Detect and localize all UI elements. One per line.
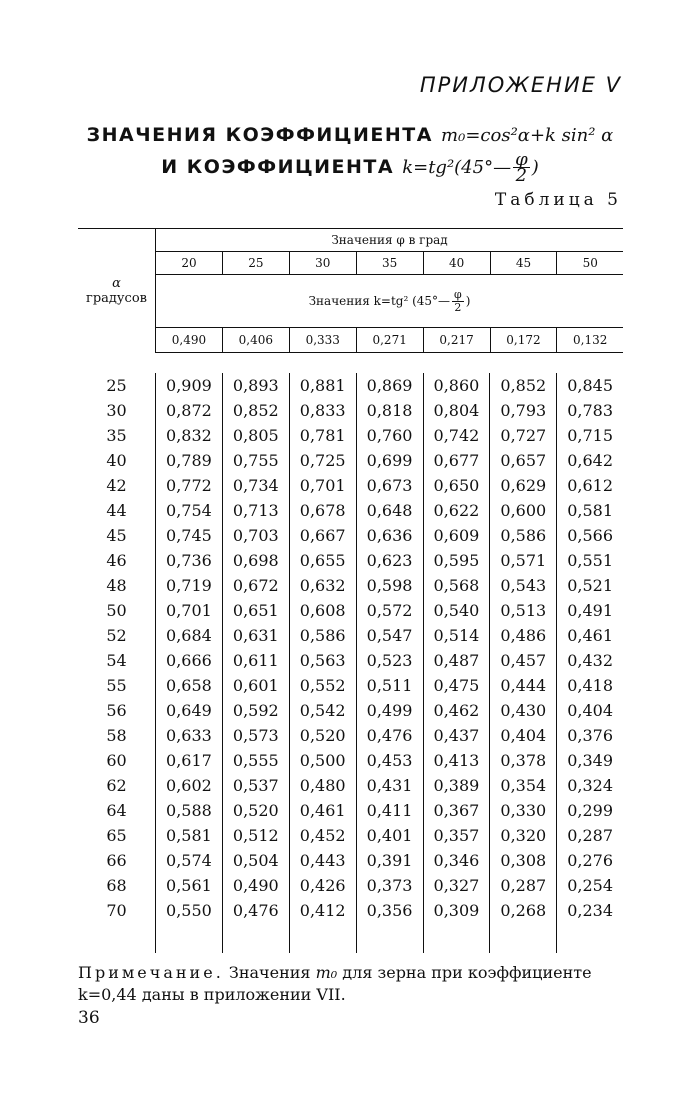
- alpha-cell: 68: [106, 876, 127, 895]
- value-cell: 0,581: [557, 498, 623, 523]
- value-cell: 0,833: [289, 398, 356, 423]
- value-cell: 0,632: [289, 573, 356, 598]
- title-line-1: [0, 124, 700, 146]
- filler-cell: [289, 923, 356, 953]
- table-row: [78, 723, 623, 748]
- table-row: [78, 848, 623, 873]
- value-cell: 0,600: [490, 498, 557, 523]
- value-cell: 0,636: [356, 523, 423, 548]
- value-cell: 0,608: [289, 598, 356, 623]
- alpha-cell: 55: [106, 676, 127, 695]
- phi-value: 45: [490, 252, 557, 275]
- value-cell: 0,268: [490, 898, 557, 923]
- value-cell: 0,725: [289, 448, 356, 473]
- value-cell: 0,804: [423, 398, 490, 423]
- value-cell: 0,376: [557, 723, 623, 748]
- title-line-1-text: ЗНАЧЕНИЯ КОЭФФИЦИЕНТА: [86, 124, 433, 146]
- alpha-cell: 65: [106, 826, 127, 845]
- value-cell: 0,437: [423, 723, 490, 748]
- value-cell: 0,699: [356, 448, 423, 473]
- phi-value: 25: [222, 252, 289, 275]
- value-cell: 0,457: [490, 648, 557, 673]
- value-cell: 0,487: [423, 648, 490, 673]
- value-cell: 0,629: [490, 473, 557, 498]
- value-cell: 0,574: [156, 848, 223, 873]
- value-cell: 0,367: [423, 798, 490, 823]
- value-cell: 0,698: [222, 548, 289, 573]
- value-cell: 0,719: [156, 573, 223, 598]
- value-cell: 0,563: [289, 648, 356, 673]
- value-cell: 0,234: [557, 898, 623, 923]
- value-cell: 0,588: [156, 798, 223, 823]
- value-cell: 0,611: [222, 648, 289, 673]
- value-cell: 0,701: [156, 598, 223, 623]
- value-cell: 0,547: [356, 623, 423, 648]
- filler-cell: [156, 923, 223, 953]
- table-row: [78, 598, 623, 623]
- value-cell: 0,595: [423, 548, 490, 573]
- alpha-cell: 46: [106, 551, 127, 570]
- value-cell: 0,754: [156, 498, 223, 523]
- phi-value: 50: [557, 252, 623, 275]
- alpha-cell: 48: [106, 576, 127, 595]
- value-cell: 0,852: [490, 373, 557, 398]
- phi-value: 20: [156, 252, 223, 275]
- table-row: [78, 373, 623, 398]
- value-cell: 0,852: [222, 398, 289, 423]
- value-cell: 0,893: [222, 373, 289, 398]
- appendix-label: ПРИЛОЖЕНИЕ V: [419, 73, 622, 97]
- phi-value: 40: [423, 252, 490, 275]
- table-row: [78, 398, 623, 423]
- title-line-2-formula-end: ): [531, 157, 539, 178]
- value-cell: 0,514: [423, 623, 490, 648]
- value-cell: 0,736: [156, 548, 223, 573]
- value-cell: 0,543: [490, 573, 557, 598]
- note-text-1: Значения: [228, 963, 311, 982]
- value-cell: 0,389: [423, 773, 490, 798]
- value-cell: 0,571: [490, 548, 557, 573]
- alpha-cell: 64: [106, 801, 127, 820]
- value-cell: 0,356: [356, 898, 423, 923]
- value-cell: 0,373: [356, 873, 423, 898]
- value-cell: 0,461: [557, 623, 623, 648]
- k-value: 0,490: [156, 328, 223, 353]
- value-cell: 0,872: [156, 398, 223, 423]
- filler-cell: [222, 923, 289, 953]
- alpha-cell: 45: [106, 526, 127, 545]
- k-value: 0,217: [423, 328, 490, 353]
- value-cell: 0,320: [490, 823, 557, 848]
- table-header: [78, 228, 623, 353]
- value-cell: 0,909: [156, 373, 223, 398]
- alpha-symbol: α: [112, 275, 121, 291]
- phi-header: Значения φ в град: [156, 229, 624, 252]
- value-cell: 0,521: [557, 573, 623, 598]
- value-cell: 0,793: [490, 398, 557, 423]
- value-cell: 0,404: [557, 698, 623, 723]
- value-cell: 0,476: [222, 898, 289, 923]
- title-line-2-text: И КОЭФФИЦИЕНТА: [161, 156, 395, 178]
- value-cell: 0,412: [289, 898, 356, 923]
- table-row: [78, 648, 623, 673]
- table-row: [78, 748, 623, 773]
- alpha-cell: 58: [106, 726, 127, 745]
- value-cell: 0,602: [156, 773, 223, 798]
- value-cell: 0,550: [156, 898, 223, 923]
- k-values-row: [78, 328, 623, 353]
- value-cell: 0,657: [490, 448, 557, 473]
- value-cell: 0,324: [557, 773, 623, 798]
- value-cell: 0,346: [423, 848, 490, 873]
- value-cell: 0,612: [557, 473, 623, 498]
- value-cell: 0,499: [356, 698, 423, 723]
- value-cell: 0,411: [356, 798, 423, 823]
- value-cell: 0,666: [156, 648, 223, 673]
- value-cell: 0,520: [289, 723, 356, 748]
- table-row: [78, 498, 623, 523]
- value-cell: 0,357: [423, 823, 490, 848]
- value-cell: 0,552: [289, 673, 356, 698]
- filler-cell: [557, 923, 623, 953]
- value-cell: 0,504: [222, 848, 289, 873]
- value-cell: 0,650: [423, 473, 490, 498]
- value-cell: 0,573: [222, 723, 289, 748]
- value-cell: 0,648: [356, 498, 423, 523]
- value-cell: 0,622: [423, 498, 490, 523]
- k-value: 0,271: [356, 328, 423, 353]
- value-cell: 0,713: [222, 498, 289, 523]
- title-line-1-formula: m₀=cos²α+k sin² α: [441, 125, 614, 146]
- value-cell: 0,308: [490, 848, 557, 873]
- value-cell: 0,542: [289, 698, 356, 723]
- filler-cell: [356, 923, 423, 953]
- alpha-cell: 56: [106, 701, 127, 720]
- value-cell: 0,404: [490, 723, 557, 748]
- value-cell: 0,598: [356, 573, 423, 598]
- filler-cell: [490, 923, 557, 953]
- page-number: 36: [78, 1008, 100, 1028]
- value-cell: 0,444: [490, 673, 557, 698]
- value-cell: 0,330: [490, 798, 557, 823]
- value-cell: 0,609: [423, 523, 490, 548]
- value-cell: 0,742: [423, 423, 490, 448]
- value-cell: 0,869: [356, 373, 423, 398]
- alpha-cell: 40: [106, 451, 127, 470]
- title-line-2: [0, 149, 700, 186]
- value-cell: 0,860: [423, 373, 490, 398]
- table-row: [78, 623, 623, 648]
- value-cell: 0,561: [156, 873, 223, 898]
- k-value: 0,333: [289, 328, 356, 353]
- value-cell: 0,805: [222, 423, 289, 448]
- value-cell: 0,818: [356, 398, 423, 423]
- note-text-2: для зерна при коэффициенте: [342, 963, 592, 982]
- note-lead: Примечание.: [78, 963, 224, 982]
- value-cell: 0,511: [356, 673, 423, 698]
- value-cell: 0,633: [156, 723, 223, 748]
- value-cell: 0,254: [557, 873, 623, 898]
- alpha-cell: 70: [106, 901, 127, 920]
- filler-cell: [78, 923, 156, 953]
- title-fraction-denominator: 2: [515, 165, 528, 186]
- value-cell: 0,430: [490, 698, 557, 723]
- value-cell: 0,881: [289, 373, 356, 398]
- value-cell: 0,486: [490, 623, 557, 648]
- value-cell: 0,276: [557, 848, 623, 873]
- value-cell: 0,772: [156, 473, 223, 498]
- value-cell: 0,431: [356, 773, 423, 798]
- value-cell: 0,734: [222, 473, 289, 498]
- table-row: [78, 423, 623, 448]
- value-cell: 0,701: [289, 473, 356, 498]
- table-row: [78, 673, 623, 698]
- alpha-cell: 62: [106, 776, 127, 795]
- value-cell: 0,551: [557, 548, 623, 573]
- value-cell: 0,475: [423, 673, 490, 698]
- k-value: 0,406: [222, 328, 289, 353]
- value-cell: 0,789: [156, 448, 223, 473]
- note-text-3: k=0,44 даны в приложении VII.: [78, 985, 346, 1004]
- value-cell: 0,452: [289, 823, 356, 848]
- value-cell: 0,617: [156, 748, 223, 773]
- alpha-cell: 44: [106, 501, 127, 520]
- value-cell: 0,667: [289, 523, 356, 548]
- value-cell: 0,540: [423, 598, 490, 623]
- alpha-cell: 42: [106, 476, 127, 495]
- alpha-header-cell: [78, 229, 156, 353]
- value-cell: 0,715: [557, 423, 623, 448]
- alpha-cell: 54: [106, 651, 127, 670]
- filler-cell: [423, 923, 490, 953]
- value-cell: 0,491: [557, 598, 623, 623]
- value-cell: 0,287: [557, 823, 623, 848]
- value-cell: 0,684: [156, 623, 223, 648]
- value-cell: 0,566: [557, 523, 623, 548]
- value-cell: 0,642: [557, 448, 623, 473]
- value-cell: 0,513: [490, 598, 557, 623]
- alpha-cell: 52: [106, 626, 127, 645]
- value-cell: 0,592: [222, 698, 289, 723]
- alpha-cell: 30: [106, 401, 127, 420]
- value-cell: 0,476: [356, 723, 423, 748]
- value-cell: 0,461: [289, 798, 356, 823]
- table-row: [78, 573, 623, 598]
- value-cell: 0,537: [222, 773, 289, 798]
- value-cell: 0,426: [289, 873, 356, 898]
- value-cell: 0,453: [356, 748, 423, 773]
- value-cell: 0,781: [289, 423, 356, 448]
- value-cell: 0,651: [222, 598, 289, 623]
- table-label: Таблица 5: [494, 190, 622, 210]
- value-cell: 0,760: [356, 423, 423, 448]
- phi-values-row: [78, 252, 623, 275]
- value-cell: 0,490: [222, 873, 289, 898]
- value-cell: 0,581: [156, 823, 223, 848]
- table-row: [78, 698, 623, 723]
- title-fraction: [513, 149, 530, 186]
- table-row: [78, 473, 623, 498]
- title-line-2-formula-start: k=tg²(45°—: [402, 157, 512, 178]
- value-cell: 0,413: [423, 748, 490, 773]
- value-cell: 0,287: [490, 873, 557, 898]
- value-cell: 0,601: [222, 673, 289, 698]
- value-cell: 0,327: [423, 873, 490, 898]
- alpha-cell: 25: [106, 376, 127, 395]
- phi-value: 35: [356, 252, 423, 275]
- value-cell: 0,623: [356, 548, 423, 573]
- value-cell: 0,678: [289, 498, 356, 523]
- value-cell: 0,523: [356, 648, 423, 673]
- value-cell: 0,354: [490, 773, 557, 798]
- coefficient-table: [78, 373, 623, 953]
- value-cell: 0,586: [289, 623, 356, 648]
- k-value: 0,132: [557, 328, 623, 353]
- value-cell: 0,418: [557, 673, 623, 698]
- table-row: [78, 873, 623, 898]
- value-cell: 0,832: [156, 423, 223, 448]
- k-fraction: $\frac{\varphi}{2}$: [454, 287, 462, 314]
- k-header: Значения k=tg² (45°— $\frac{\varphi}{2}$ ): [156, 275, 624, 328]
- table-row: [78, 523, 623, 548]
- table-row: [78, 798, 623, 823]
- filler-row: [78, 923, 623, 953]
- k-value: 0,172: [490, 328, 557, 353]
- value-cell: 0,309: [423, 898, 490, 923]
- table-row: [78, 898, 623, 923]
- table-row: [78, 823, 623, 848]
- table-row: [78, 773, 623, 798]
- value-cell: 0,727: [490, 423, 557, 448]
- value-cell: 0,672: [222, 573, 289, 598]
- value-cell: 0,299: [557, 798, 623, 823]
- table-row: [78, 448, 623, 473]
- value-cell: 0,845: [557, 373, 623, 398]
- value-cell: 0,586: [490, 523, 557, 548]
- value-cell: 0,631: [222, 623, 289, 648]
- value-cell: 0,520: [222, 798, 289, 823]
- value-cell: 0,677: [423, 448, 490, 473]
- value-cell: 0,500: [289, 748, 356, 773]
- alpha-cell: 66: [106, 851, 127, 870]
- value-cell: 0,349: [557, 748, 623, 773]
- value-cell: 0,658: [156, 673, 223, 698]
- phi-value: 30: [289, 252, 356, 275]
- value-cell: 0,378: [490, 748, 557, 773]
- value-cell: 0,555: [222, 748, 289, 773]
- value-cell: 0,649: [156, 698, 223, 723]
- alpha-units: градусов: [86, 290, 147, 306]
- value-cell: 0,783: [557, 398, 623, 423]
- value-cell: 0,572: [356, 598, 423, 623]
- value-cell: 0,655: [289, 548, 356, 573]
- value-cell: 0,568: [423, 573, 490, 598]
- value-cell: 0,755: [222, 448, 289, 473]
- title-fraction-numerator: φ: [515, 149, 528, 170]
- value-cell: 0,745: [156, 523, 223, 548]
- table-row: [78, 548, 623, 573]
- value-cell: 0,443: [289, 848, 356, 873]
- value-cell: 0,673: [356, 473, 423, 498]
- footnote: [78, 962, 623, 1006]
- value-cell: 0,391: [356, 848, 423, 873]
- alpha-cell: 60: [106, 751, 127, 770]
- alpha-cell: 35: [106, 426, 127, 445]
- value-cell: 0,512: [222, 823, 289, 848]
- value-cell: 0,480: [289, 773, 356, 798]
- alpha-cell: 50: [106, 601, 127, 620]
- note-variable: m₀: [315, 963, 338, 982]
- value-cell: 0,462: [423, 698, 490, 723]
- value-cell: 0,703: [222, 523, 289, 548]
- value-cell: 0,432: [557, 648, 623, 673]
- value-cell: 0,401: [356, 823, 423, 848]
